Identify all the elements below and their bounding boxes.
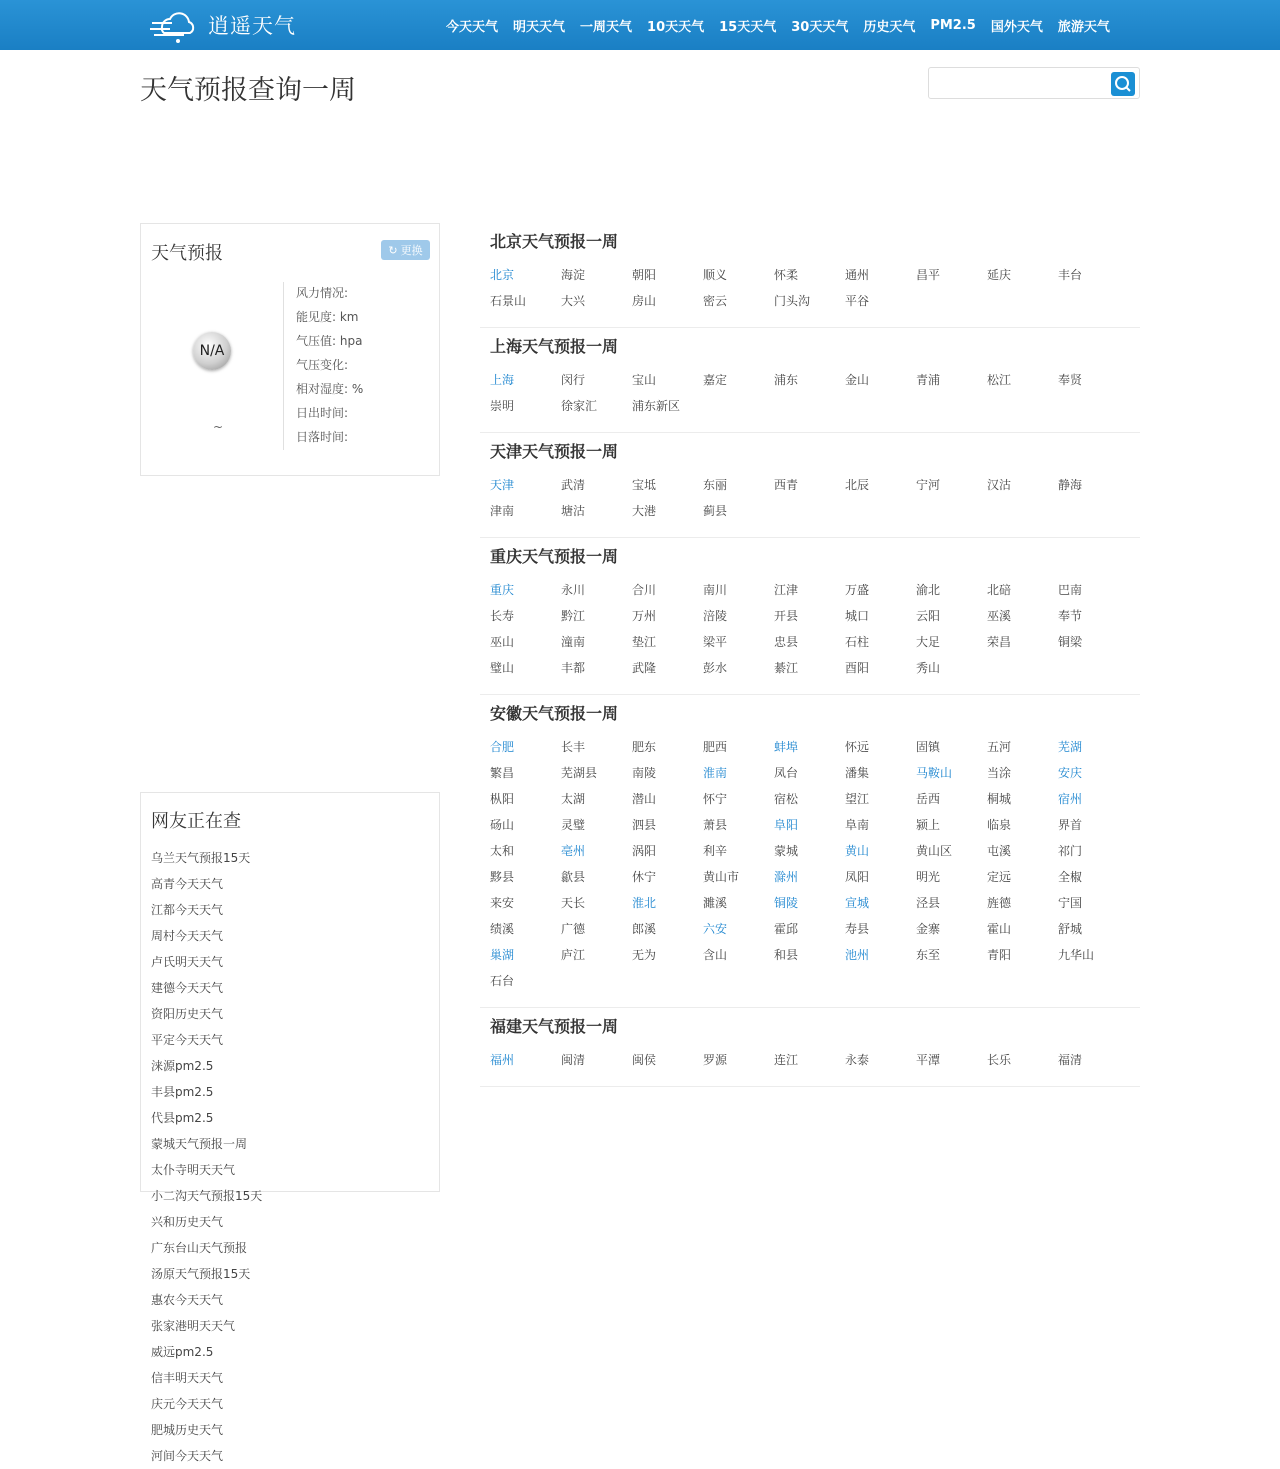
city-link[interactable]: 塘沽 bbox=[561, 504, 586, 518]
city-link[interactable]: 万州 bbox=[632, 609, 657, 623]
city-link[interactable]: 东至 bbox=[916, 948, 941, 962]
city-link[interactable]: 黄山 bbox=[845, 844, 870, 858]
city-link[interactable]: 泾县 bbox=[916, 896, 941, 910]
city-link[interactable]: 长乐 bbox=[987, 1053, 1012, 1067]
city-link[interactable]: 旌德 bbox=[987, 896, 1012, 910]
city-link[interactable]: 巫山 bbox=[490, 635, 515, 649]
city-link[interactable]: 六安 bbox=[703, 922, 728, 936]
temperature-range: ~ bbox=[213, 420, 224, 434]
city-link[interactable]: 濉溪 bbox=[703, 896, 728, 910]
trending-link[interactable]: 张家港明天天气 bbox=[151, 1319, 236, 1333]
city-link[interactable]: 蒙城 bbox=[774, 844, 799, 858]
trending-link[interactable]: 蒙城天气预报一周 bbox=[151, 1137, 248, 1151]
city-link[interactable]: 黟县 bbox=[490, 870, 515, 884]
city-link[interactable]: 肥西 bbox=[703, 740, 728, 754]
logo-text: 逍遥天气 bbox=[208, 14, 296, 38]
city-link[interactable]: 巢湖 bbox=[490, 948, 515, 962]
city-link[interactable]: 绩溪 bbox=[490, 922, 515, 936]
refresh-icon: ↻ bbox=[388, 243, 398, 257]
city-link[interactable]: 寿县 bbox=[845, 922, 870, 936]
region-title: 安徽天气预报一周 bbox=[490, 704, 619, 723]
weather-status-icon bbox=[193, 332, 231, 370]
city-link[interactable]: 凤台 bbox=[774, 766, 799, 780]
city-link[interactable]: 砀山 bbox=[490, 818, 515, 832]
city-link[interactable]: 黄山区 bbox=[916, 844, 953, 858]
city-link[interactable]: 宝山 bbox=[632, 373, 657, 387]
city-link[interactable]: 门头沟 bbox=[774, 294, 811, 308]
city-list bbox=[490, 734, 1140, 994]
trending-link[interactable]: 庆元今天天气 bbox=[151, 1397, 224, 1411]
city-link[interactable]: 江津 bbox=[774, 583, 799, 597]
city-link[interactable]: 定远 bbox=[987, 870, 1012, 884]
city-link[interactable]: 重庆 bbox=[490, 583, 515, 597]
city-link[interactable]: 奉节 bbox=[1058, 609, 1083, 623]
city-link[interactable]: 顺义 bbox=[703, 268, 728, 282]
nav-travel[interactable]: 旅游天气 bbox=[1057, 19, 1110, 35]
city-link[interactable]: 海淀 bbox=[561, 268, 586, 282]
city-link[interactable]: 汉沽 bbox=[987, 478, 1012, 492]
city-list bbox=[490, 367, 1140, 419]
region-section bbox=[480, 223, 1140, 328]
city-link[interactable]: 歙县 bbox=[561, 870, 586, 884]
city-link[interactable]: 祁门 bbox=[1058, 844, 1083, 858]
city-link[interactable]: 宁河 bbox=[916, 478, 941, 492]
city-link[interactable]: 通州 bbox=[845, 268, 870, 282]
trending-link[interactable]: 丰县pm2.5 bbox=[151, 1085, 214, 1099]
trending-link[interactable]: 乌兰天气预报15天 bbox=[151, 851, 251, 865]
trending-link[interactable]: 卢氏明天天气 bbox=[151, 955, 224, 969]
city-link[interactable]: 宣城 bbox=[845, 896, 870, 910]
weather-panel-title: 天气预报 bbox=[151, 243, 223, 264]
trending-link[interactable]: 涞源pm2.5 bbox=[151, 1059, 214, 1073]
city-link[interactable]: 马鞍山 bbox=[916, 766, 953, 780]
trending-link[interactable]: 惠农今天天气 bbox=[151, 1293, 224, 1307]
weather-stats bbox=[296, 281, 363, 449]
pressure-change-stat: 气压变化: bbox=[296, 358, 349, 372]
city-link[interactable]: 桐城 bbox=[987, 792, 1012, 806]
city-link[interactable]: 金寨 bbox=[916, 922, 941, 936]
city-link[interactable]: 和县 bbox=[774, 948, 799, 962]
city-link[interactable]: 浦东新区 bbox=[632, 399, 681, 413]
city-link[interactable]: 当涂 bbox=[987, 766, 1012, 780]
city-link[interactable]: 永川 bbox=[561, 583, 586, 597]
city-list bbox=[490, 262, 1140, 314]
city-link[interactable]: 亳州 bbox=[561, 844, 586, 858]
city-link[interactable]: 滁州 bbox=[774, 870, 799, 884]
trending-link[interactable]: 兴和历史天气 bbox=[151, 1215, 224, 1229]
nav-10day[interactable]: 10天天气 bbox=[647, 19, 705, 35]
city-link[interactable]: 泗县 bbox=[632, 818, 657, 832]
city-link[interactable]: 固镇 bbox=[916, 740, 941, 754]
city-link[interactable]: 淮南 bbox=[703, 766, 728, 780]
city-link[interactable]: 浦东 bbox=[774, 373, 799, 387]
city-link[interactable]: 宿州 bbox=[1058, 792, 1083, 806]
city-link[interactable]: 青阳 bbox=[987, 948, 1012, 962]
city-link[interactable]: 大港 bbox=[632, 504, 657, 518]
city-link[interactable]: 石柱 bbox=[845, 635, 870, 649]
city-link[interactable]: 望江 bbox=[845, 792, 870, 806]
city-link[interactable]: 北辰 bbox=[845, 478, 870, 492]
city-link[interactable]: 福清 bbox=[1058, 1053, 1083, 1067]
city-link[interactable]: 凤阳 bbox=[845, 870, 870, 884]
city-link[interactable]: 宁国 bbox=[1058, 896, 1083, 910]
trending-link[interactable]: 河间今天天气 bbox=[151, 1449, 224, 1463]
main-nav bbox=[446, 0, 1125, 50]
city-link[interactable]: 芜湖 bbox=[1058, 740, 1083, 754]
city-link[interactable]: 垫江 bbox=[632, 635, 657, 649]
city-link[interactable]: 丰都 bbox=[561, 661, 586, 675]
city-link[interactable]: 郎溪 bbox=[632, 922, 657, 936]
city-link[interactable]: 天津 bbox=[490, 478, 515, 492]
city-link[interactable]: 阜阳 bbox=[774, 818, 799, 832]
city-link[interactable]: 繁昌 bbox=[490, 766, 515, 780]
city-link[interactable]: 怀柔 bbox=[774, 268, 799, 282]
city-link[interactable]: 淮北 bbox=[632, 896, 657, 910]
city-link[interactable]: 大兴 bbox=[561, 294, 586, 308]
city-link[interactable]: 密云 bbox=[703, 294, 728, 308]
city-link[interactable]: 休宁 bbox=[632, 870, 657, 884]
city-link[interactable]: 岳西 bbox=[916, 792, 941, 806]
city-link[interactable]: 庐江 bbox=[561, 948, 586, 962]
city-link[interactable]: 南陵 bbox=[632, 766, 657, 780]
city-link[interactable]: 潜山 bbox=[632, 792, 657, 806]
city-link[interactable]: 秀山 bbox=[916, 661, 941, 675]
city-list bbox=[490, 472, 1140, 524]
city-link[interactable]: 黔江 bbox=[561, 609, 586, 623]
city-link[interactable]: 酉阳 bbox=[845, 661, 870, 675]
city-link[interactable]: 怀宁 bbox=[703, 792, 728, 806]
region-title: 重庆天气预报一周 bbox=[490, 547, 619, 566]
city-link[interactable]: 巴南 bbox=[1058, 583, 1083, 597]
region-section bbox=[480, 433, 1140, 538]
city-list bbox=[490, 577, 1140, 681]
sunrise-stat: 日出时间: bbox=[296, 406, 349, 420]
search-icon bbox=[1111, 72, 1135, 96]
city-link[interactable]: 云阳 bbox=[916, 609, 941, 623]
city-link[interactable]: 巫溪 bbox=[987, 609, 1012, 623]
city-link[interactable]: 武隆 bbox=[632, 661, 657, 675]
city-link[interactable]: 罗源 bbox=[703, 1053, 728, 1067]
city-link[interactable]: 嘉定 bbox=[703, 373, 728, 387]
trending-link[interactable]: 信丰明天天气 bbox=[151, 1371, 224, 1385]
city-link[interactable]: 璧山 bbox=[490, 661, 515, 675]
city-link[interactable]: 武清 bbox=[561, 478, 586, 492]
city-link[interactable]: 宝坻 bbox=[632, 478, 657, 492]
city-link[interactable]: 开县 bbox=[774, 609, 799, 623]
city-link[interactable]: 延庆 bbox=[987, 268, 1012, 282]
humidity-stat: 相对湿度: % bbox=[296, 382, 364, 396]
city-link[interactable]: 潼南 bbox=[561, 635, 586, 649]
city-link[interactable]: 北碚 bbox=[987, 583, 1012, 597]
city-link[interactable]: 萧县 bbox=[703, 818, 728, 832]
city-link[interactable]: 长丰 bbox=[561, 740, 586, 754]
trending-link[interactable]: 周村今天天气 bbox=[151, 929, 224, 943]
region-section bbox=[480, 1008, 1140, 1087]
region-section bbox=[480, 695, 1140, 1008]
city-link[interactable]: 铜梁 bbox=[1058, 635, 1083, 649]
trending-link[interactable]: 汤原天气预报15天 bbox=[151, 1267, 251, 1281]
city-link[interactable]: 全椒 bbox=[1058, 870, 1083, 884]
trending-link[interactable]: 江都今天天气 bbox=[151, 903, 224, 917]
cloud-logo-icon bbox=[150, 5, 200, 45]
city-link[interactable]: 灵璧 bbox=[561, 818, 586, 832]
city-link[interactable]: 万盛 bbox=[845, 583, 870, 597]
city-link[interactable]: 綦江 bbox=[774, 661, 799, 675]
sunset-stat: 日落时间: bbox=[296, 430, 349, 444]
city-link[interactable]: 福州 bbox=[490, 1053, 515, 1067]
top-header bbox=[0, 0, 1280, 50]
trending-link[interactable]: 威远pm2.5 bbox=[151, 1345, 214, 1359]
nav-tomorrow[interactable]: 明天天气 bbox=[513, 19, 566, 35]
city-link[interactable]: 霍邱 bbox=[774, 922, 799, 936]
city-link[interactable]: 平潭 bbox=[916, 1053, 941, 1067]
nav-15day[interactable]: 15天天气 bbox=[719, 19, 777, 35]
page-title: 天气预报查询一周 bbox=[140, 75, 356, 106]
weather-forecast-panel bbox=[140, 223, 440, 476]
city-link[interactable]: 屯溪 bbox=[987, 844, 1012, 858]
trending-link[interactable]: 广东台山天气预报 bbox=[151, 1241, 248, 1255]
city-link[interactable]: 涡阳 bbox=[632, 844, 657, 858]
city-link[interactable]: 崇明 bbox=[490, 399, 515, 413]
city-link[interactable]: 闽侯 bbox=[632, 1053, 657, 1067]
city-link[interactable]: 含山 bbox=[703, 948, 728, 962]
search-box bbox=[928, 67, 1140, 99]
city-link[interactable]: 闵行 bbox=[561, 373, 586, 387]
city-link[interactable]: 界首 bbox=[1058, 818, 1083, 832]
city-link[interactable]: 梁平 bbox=[703, 635, 728, 649]
city-link[interactable]: 广德 bbox=[561, 922, 586, 936]
city-link[interactable]: 芜湖县 bbox=[561, 766, 598, 780]
city-link[interactable]: 枞阳 bbox=[490, 792, 515, 806]
city-link[interactable]: 蓟县 bbox=[703, 504, 728, 518]
nav-pm25[interactable]: PM2.5 bbox=[930, 17, 976, 33]
city-link[interactable]: 来安 bbox=[490, 896, 515, 910]
city-link[interactable]: 颍上 bbox=[916, 818, 941, 832]
trending-title: 网友正在查 bbox=[151, 811, 241, 832]
panel-divider bbox=[283, 282, 284, 450]
city-link[interactable]: 临泉 bbox=[987, 818, 1012, 832]
trending-link[interactable]: 太仆寺明天天气 bbox=[151, 1163, 236, 1177]
city-link[interactable]: 石景山 bbox=[490, 294, 527, 308]
trending-link[interactable]: 代县pm2.5 bbox=[151, 1111, 214, 1125]
trending-link[interactable]: 资阳历史天气 bbox=[151, 1007, 224, 1021]
city-link[interactable]: 铜陵 bbox=[774, 896, 799, 910]
city-link[interactable]: 昌平 bbox=[916, 268, 941, 282]
city-link[interactable]: 蚌埠 bbox=[774, 740, 799, 754]
city-link[interactable]: 太湖 bbox=[561, 792, 586, 806]
trending-link[interactable]: 平定今天天气 bbox=[151, 1033, 224, 1047]
nav-week[interactable]: 一周天气 bbox=[580, 19, 633, 35]
city-link[interactable]: 静海 bbox=[1058, 478, 1083, 492]
region-section bbox=[480, 538, 1140, 695]
trending-link[interactable]: 肥城历史天气 bbox=[151, 1423, 224, 1437]
city-link[interactable]: 丰台 bbox=[1058, 268, 1083, 282]
city-link[interactable]: 东丽 bbox=[703, 478, 728, 492]
city-link[interactable]: 霍山 bbox=[987, 922, 1012, 936]
trending-link[interactable]: 小二沟天气预报15天 bbox=[151, 1189, 263, 1203]
city-link[interactable]: 安庆 bbox=[1058, 766, 1083, 780]
city-link[interactable]: 荣昌 bbox=[987, 635, 1012, 649]
city-link[interactable]: 肥东 bbox=[632, 740, 657, 754]
city-link[interactable]: 明光 bbox=[916, 870, 941, 884]
region-title: 上海天气预报一周 bbox=[490, 337, 619, 356]
visibility-stat: 能见度: km bbox=[296, 310, 359, 324]
city-link[interactable]: 五河 bbox=[987, 740, 1012, 754]
city-list bbox=[490, 1047, 1140, 1073]
site-logo[interactable] bbox=[150, 5, 296, 45]
city-link[interactable]: 平谷 bbox=[845, 294, 870, 308]
nav-history[interactable]: 历史天气 bbox=[863, 19, 916, 35]
region-title: 天津天气预报一周 bbox=[490, 442, 619, 461]
city-link[interactable]: 石台 bbox=[490, 974, 515, 988]
city-link[interactable]: 青浦 bbox=[916, 373, 941, 387]
city-link[interactable]: 太和 bbox=[490, 844, 515, 858]
city-link[interactable]: 彭水 bbox=[703, 661, 728, 675]
city-link[interactable]: 合川 bbox=[632, 583, 657, 597]
city-link[interactable]: 城口 bbox=[845, 609, 870, 623]
region-list bbox=[480, 223, 1140, 1087]
city-link[interactable]: 利辛 bbox=[703, 844, 728, 858]
trending-list bbox=[151, 845, 441, 1469]
city-link[interactable]: 九华山 bbox=[1058, 948, 1095, 962]
nav-today[interactable]: 今天天气 bbox=[446, 19, 499, 35]
city-link[interactable]: 无为 bbox=[632, 948, 657, 962]
nav-foreign[interactable]: 国外天气 bbox=[990, 19, 1043, 35]
city-link[interactable]: 涪陵 bbox=[703, 609, 728, 623]
city-link[interactable]: 忠县 bbox=[774, 635, 799, 649]
city-link[interactable]: 徐家汇 bbox=[561, 399, 598, 413]
city-link[interactable]: 永泰 bbox=[845, 1053, 870, 1067]
trending-searches-panel bbox=[140, 792, 440, 1463]
trending-link[interactable]: 建德今天天气 bbox=[151, 981, 224, 995]
region-title: 福建天气预报一周 bbox=[490, 1017, 619, 1036]
search-button[interactable] bbox=[1111, 72, 1135, 96]
city-link[interactable]: 奉贤 bbox=[1058, 373, 1083, 387]
region-section bbox=[480, 328, 1140, 433]
refresh-label: 更换 bbox=[400, 244, 423, 257]
city-link[interactable]: 北京 bbox=[490, 268, 515, 282]
city-link[interactable]: 合肥 bbox=[490, 740, 515, 754]
city-link[interactable]: 西青 bbox=[774, 478, 799, 492]
wind-stat: 风力情况: bbox=[296, 286, 349, 300]
city-link[interactable]: 渝北 bbox=[916, 583, 941, 597]
city-link[interactable]: 房山 bbox=[632, 294, 657, 308]
city-link[interactable]: 阜南 bbox=[845, 818, 870, 832]
city-link[interactable]: 天长 bbox=[561, 896, 586, 910]
search-input[interactable] bbox=[929, 68, 1105, 98]
pressure-stat: 气压值: hpa bbox=[296, 334, 363, 348]
trending-link[interactable]: 高青今天天气 bbox=[151, 877, 224, 891]
nav-30day[interactable]: 30天天气 bbox=[791, 19, 849, 35]
city-link[interactable]: 潘集 bbox=[845, 766, 870, 780]
city-link[interactable]: 长寿 bbox=[490, 609, 515, 623]
city-link[interactable]: 怀远 bbox=[845, 740, 870, 754]
city-link[interactable]: 连江 bbox=[774, 1053, 799, 1067]
city-link[interactable]: 舒城 bbox=[1058, 922, 1083, 936]
city-link[interactable]: 闽清 bbox=[561, 1053, 586, 1067]
refresh-button[interactable] bbox=[381, 240, 430, 260]
region-title: 北京天气预报一周 bbox=[490, 232, 619, 251]
weather-status-text: N/A bbox=[199, 343, 225, 359]
city-link[interactable]: 津南 bbox=[490, 504, 515, 518]
city-link[interactable]: 宿松 bbox=[774, 792, 799, 806]
city-link[interactable]: 黄山市 bbox=[703, 870, 740, 884]
city-link[interactable]: 金山 bbox=[845, 373, 870, 387]
city-link[interactable]: 南川 bbox=[703, 583, 728, 597]
city-link[interactable]: 朝阳 bbox=[632, 268, 657, 282]
city-link[interactable]: 池州 bbox=[845, 948, 870, 962]
city-link[interactable]: 松江 bbox=[987, 373, 1012, 387]
city-link[interactable]: 大足 bbox=[916, 635, 941, 649]
city-link[interactable]: 上海 bbox=[490, 373, 515, 387]
